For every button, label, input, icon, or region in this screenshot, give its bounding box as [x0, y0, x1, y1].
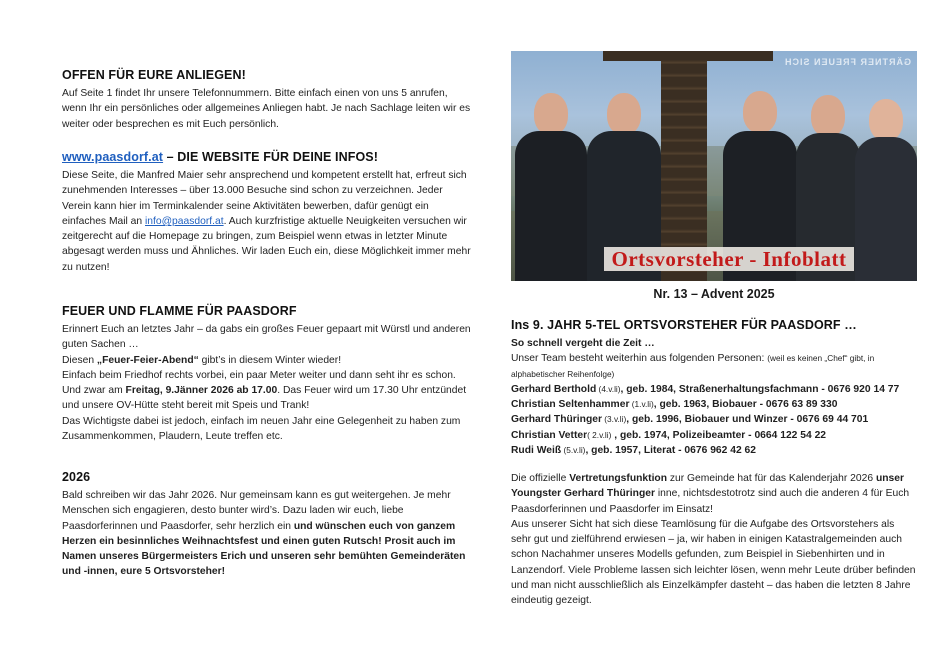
- section-feuer: [62, 304, 472, 444]
- team-member: Gerhard Berthold (4.v.li), geb. 1984, Straßenerhaltungsfachmann - 0676 920 14 77: [511, 383, 900, 395]
- website-link[interactable]: www.paasdorf.at: [62, 150, 164, 164]
- person-head: [607, 93, 641, 135]
- section-heading: FEUER UND FLAMME FÜR PAASDORF: [62, 304, 297, 318]
- section-text: Diese Seite, die Manfred Maier sehr ansprechend und kompetent erstellt hat, erfreut sich zunehmenden Interesses – über 13.000 Besuche sind schon zu verzeichnen. Jeder Verein kann hier im Terminkalender seine Aktivitäten bewerben, dafür genügt ein einfaches Mail an info@paasdorf.at. Auch kurzfristige aktuelle Neuigkeiten versuchen wir zeitgerecht auf die Homepage zu bringen, zum Beispiel wenn etwas in letzter Minute abgesagt werden muss und Ähnliches. Wir laden Euch ein, diese Möglichkeit immer mehr zu nutzen!: [62, 170, 471, 273]
- section-text: Einfach beim Friedhof rechts vorbei, ein paar Meter weiter und dann seht ihr es schon. Und zwar am Freitag, 9.Jänner 2026 ab 17.00. Das Feuer wird um 17.30 Uhr entzündet und unsere OV-Hütte steht bereit mit Speis und Trank!: [62, 369, 467, 412]
- section-team: [511, 318, 917, 458]
- section-text: Die offizielle Vertretungsfunktion zur Gemeinde hat für das Kalenderjahr 2026 unser Youngster Gerhard Thüringer inne, nichtsdestotrotz sind auch die anderen 4 für Euch Paasdorferinnen und Paasdorfer im Einsatz!: [511, 473, 910, 515]
- section-heading: 2026: [62, 470, 91, 484]
- team-member: Christian Vetter( 2.v.li) , geb. 1974, Polizeibeamter - 0664 122 54 22: [511, 429, 827, 441]
- section-text: Bald schreiben wir das Jahr 2026. Nur gemeinsam kann es gut weitergehen. Je mehr Menschen sich engagieren, desto bunter wird’s. Dazu laden wir euch, liebe Paasdorferinnen und Paasdorfer, sehr herzlich ein und wünschen euch von ganzem Herzen ein besinnliches Weihnachtsfest und einen guten Rutsch! Prosit auch im Namen unseres Bürgermeisters Erich und unseren sehr bemühten Gemeinderäten und -innen, eure 5 Ortsvorsteher!: [62, 490, 466, 578]
- person-body: [515, 131, 587, 281]
- team-intro: Unser Team besteht weiterhin aus folgenden Personen: (weil es keinen „Chef“ gibt, in alphabetischer Reihenfolge): [511, 353, 875, 379]
- photo-sign: GÄRTNER FREUEN SICH: [783, 57, 911, 67]
- person-1: [515, 93, 587, 281]
- person-head: [743, 91, 777, 133]
- section-anliegen: [62, 68, 472, 132]
- section-text: Das Wichtigste dabei ist jedoch, einfach im neuen Jahr eine Gelegenheit zu haben zum Zusammenkommen, Plaudern, Leute treffen etc.: [62, 415, 461, 443]
- team-photo: [511, 51, 917, 281]
- email-link[interactable]: info@paasdorf.at: [145, 215, 224, 227]
- section-text: Diesen „Feuer-Feier-Abend“ gibt’s in diesem Winter wieder!: [62, 354, 342, 366]
- person-body: [855, 137, 917, 281]
- team-member: Christian Seltenhammer (1.v.li), geb. 1963, Biobauer - 0676 63 89 330: [511, 399, 838, 411]
- team-member: Rudi Weiß (5.v.li), geb. 1957, Literat - 0676 962 42 62: [511, 445, 757, 457]
- section-heading: www.paasdorf.at – DIE WEBSITE FÜR DEINE INFOS!: [62, 150, 378, 164]
- issue-number: Nr. 13 – Advent 2025: [653, 287, 775, 301]
- section-heading: OFFEN FÜR EURE ANLIEGEN!: [62, 68, 246, 82]
- section-2026: [62, 470, 472, 580]
- section-text: Auf Seite 1 findet Ihr unsere Telefonnummern. Bitte einfach einen von uns 5 anrufen, wenn Ihr ein persönliches oder allgemeines Anliegen habt. Je nach Sachlage leiten wir es weiter oder besprechen es mit Euch persönlich.: [62, 88, 471, 130]
- section-website: [62, 150, 472, 275]
- section-subheading: So schnell vergeht die Zeit …: [511, 338, 655, 349]
- person-head: [534, 93, 568, 135]
- person-head: [869, 99, 903, 141]
- person-5: [855, 99, 917, 281]
- section-text: Erinnert Euch an letztes Jahr – da gabs ein großes Feuer gepaart mit Würstl und anderen guten Sachen …: [62, 324, 471, 351]
- photo-banner: Ortsvorsteher - Infoblatt: [604, 247, 854, 271]
- section-text: Aus unserer Sicht hat sich diese Teamlösung für die Aufgabe des Ortsvorstehers als sehr gut und zielführend erwiesen – ja, wir haben in einigen Katastralgemeinden auch schon Nachahmer unseres Modells gefunden, zum Beispiel in Siebenhirten und in Lanzendorf. Viele Probleme lassen sich leichter lösen, wenn mehr Leute drüber befinden und man nicht ausschließlich als Einzelkämpfer dasteht – das haben die letzten 8 Jahre eindeutig gezeigt.: [511, 518, 916, 607]
- section-heading: Ins 9. JAHR 5-TEL ORTSVORSTEHER FÜR PAASDORF …: [511, 318, 857, 332]
- section-vertretung: [511, 471, 917, 609]
- team-member: Gerhard Thüringer (3.v.li), geb. 1996, Biobauer und Winzer - 0676 69 44 701: [511, 414, 869, 426]
- person-head: [811, 95, 845, 137]
